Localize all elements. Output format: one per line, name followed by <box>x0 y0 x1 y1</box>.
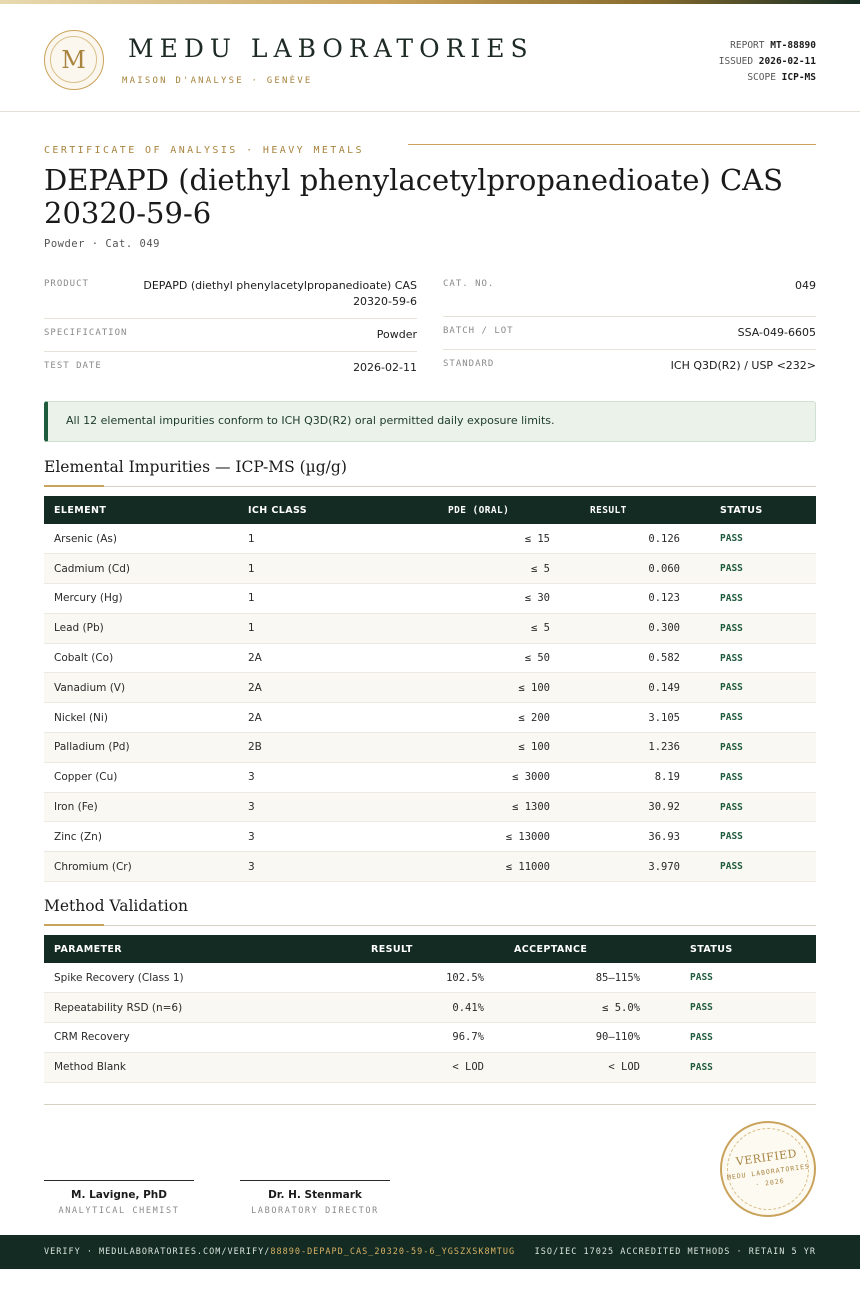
table-row <box>44 554 816 584</box>
kicker-text: CERTIFICATE OF ANALYSIS · HEAVY METALS <box>44 145 372 156</box>
pde-cell: ≤ 5 <box>348 554 560 584</box>
table-row <box>44 733 816 763</box>
signature-divider <box>44 1104 816 1105</box>
pde-cell: ≤ 1300 <box>348 792 560 822</box>
ich-class-cell: 3 <box>238 822 348 852</box>
table-row <box>44 762 816 792</box>
acceptance-cell: 85–115% <box>494 963 680 993</box>
status-badge: PASS <box>700 643 816 673</box>
pde-cell: ≤ 5 <box>348 613 560 643</box>
validation-header-row <box>44 935 816 963</box>
result-cell: < LOD <box>264 1052 494 1082</box>
result-cell: 0.149 <box>560 673 700 703</box>
pde-cell: ≤ 50 <box>348 643 560 673</box>
status-badge: PASS <box>700 613 816 643</box>
product-title: DEPAPD (diethyl phenylacetylpropanedioate) CAS 20320-59-6 <box>44 163 783 230</box>
accreditation-note: ISO/IEC 17025 ACCREDITED METHODS · RETAIN 5 YR <box>534 1247 816 1257</box>
status-badge: PASS <box>700 584 816 614</box>
info-row-catalog <box>443 270 816 317</box>
verify-line <box>44 1247 515 1257</box>
info-row-standard <box>443 350 816 382</box>
result-cell: 0.300 <box>560 613 700 643</box>
pde-cell: ≤ 13000 <box>348 822 560 852</box>
signatory-name: Dr. H. Stenmark <box>268 1189 362 1201</box>
product-info-left <box>44 270 417 384</box>
standard-label: STANDARD <box>443 359 495 369</box>
report-meta <box>719 38 816 86</box>
col-header-ich-class: ICH CLASS <box>248 504 307 516</box>
document-kicker <box>44 138 816 156</box>
lab-logo <box>44 30 104 90</box>
parameter-cell: Repeatability RSD (n=6) <box>44 993 264 1023</box>
batch-value: SSA-049-6605 <box>737 326 816 339</box>
report-number: MT-88890 <box>770 40 816 51</box>
ich-class-cell: 3 <box>238 792 348 822</box>
test-date-value: 2026-02-11 <box>353 361 417 374</box>
result-cell: 0.123 <box>560 584 700 614</box>
acceptance-cell: 90–110% <box>494 1023 680 1053</box>
brand-tagline: MAISON D'ANALYSE · GENÈVE <box>122 76 313 86</box>
scope-label: SCOPE <box>747 72 776 83</box>
table-row <box>44 524 816 554</box>
batch-label: BATCH / LOT <box>443 326 514 336</box>
element-cell: Vanadium (V) <box>44 673 238 703</box>
table-row <box>44 703 816 733</box>
pde-cell: ≤ 30 <box>348 584 560 614</box>
element-cell: Chromium (Cr) <box>44 852 238 882</box>
impurities-section-accent <box>44 485 104 487</box>
status-badge: PASS <box>700 852 816 882</box>
pde-cell: ≤ 200 <box>348 703 560 733</box>
status-badge: PASS <box>680 963 816 993</box>
result-cell: 0.582 <box>560 643 700 673</box>
element-cell: Zinc (Zn) <box>44 822 238 852</box>
table-row <box>44 643 816 673</box>
parameter-cell: Spike Recovery (Class 1) <box>44 963 264 993</box>
element-cell: Cobalt (Co) <box>44 643 238 673</box>
table-row <box>44 852 816 882</box>
signatory-role: ANALYTICAL CHEMIST <box>58 1206 180 1216</box>
col-header-val-status: STATUS <box>690 943 733 955</box>
status-badge: PASS <box>680 1052 816 1082</box>
table-row <box>44 1052 816 1082</box>
element-cell: Nickel (Ni) <box>44 703 238 733</box>
product-value: DEPAPD (diethyl phenylacetylpropanedioate) CAS 20320-59-6 <box>143 279 417 308</box>
table-row <box>44 673 816 703</box>
element-cell: Lead (Pb) <box>44 613 238 643</box>
result-cell: 0.41% <box>264 993 494 1023</box>
status-badge: PASS <box>700 822 816 852</box>
element-cell: Iron (Fe) <box>44 792 238 822</box>
col-header-parameter: PARAMETER <box>54 943 122 955</box>
pde-cell: ≤ 100 <box>348 673 560 703</box>
pde-cell: ≤ 100 <box>348 733 560 763</box>
test-date-label: TEST DATE <box>44 361 102 371</box>
result-cell: 36.93 <box>560 822 700 852</box>
element-cell: Copper (Cu) <box>44 762 238 792</box>
catalog-value: 049 <box>795 279 816 292</box>
ich-class-cell: 2A <box>238 673 348 703</box>
signature-block-chemist <box>44 1180 194 1216</box>
page-footer <box>0 1235 860 1269</box>
info-row-batch <box>443 317 816 350</box>
table-row <box>44 1023 816 1053</box>
validation-section-title: Method Validation <box>44 897 189 915</box>
element-cell: Cadmium (Cd) <box>44 554 238 584</box>
validation-section-rule <box>44 925 816 926</box>
status-badge: PASS <box>700 792 816 822</box>
ich-class-cell: 1 <box>238 584 348 614</box>
pde-cell: ≤ 3000 <box>348 762 560 792</box>
table-row <box>44 963 816 993</box>
signature-line <box>44 1180 194 1181</box>
product-label: PRODUCT <box>44 279 89 289</box>
parameter-cell: Method Blank <box>44 1052 264 1082</box>
conformance-notice: All 12 elemental impurities conform to ICH Q3D(R2) oral permitted daily exposure limits. <box>44 401 816 442</box>
acceptance-cell: < LOD <box>494 1052 680 1082</box>
status-badge: PASS <box>700 554 816 584</box>
specification-label: SPECIFICATION <box>44 328 128 338</box>
table-row <box>44 584 816 614</box>
scope-value: ICP-MS <box>781 72 816 83</box>
product-info-right <box>443 270 816 382</box>
element-cell: Palladium (Pd) <box>44 733 238 763</box>
info-row-test-date <box>44 352 417 384</box>
ich-class-cell: 1 <box>238 524 348 554</box>
product-subtitle: Powder · Cat. 049 <box>44 238 160 250</box>
signature-block-director <box>240 1180 390 1216</box>
ich-class-cell: 2B <box>238 733 348 763</box>
status-badge: PASS <box>700 733 816 763</box>
acceptance-cell: ≤ 5.0% <box>494 993 680 1023</box>
col-header-acceptance: ACCEPTANCE <box>514 943 588 955</box>
ich-class-cell: 3 <box>238 852 348 882</box>
report-label: REPORT <box>730 40 765 51</box>
status-badge: PASS <box>680 1023 816 1053</box>
logo-monogram: M <box>50 36 97 83</box>
verified-seal <box>714 1115 822 1223</box>
result-cell: 0.060 <box>560 554 700 584</box>
issued-date: 2026-02-11 <box>758 56 816 67</box>
table-row <box>44 822 816 852</box>
result-cell: 102.5% <box>264 963 494 993</box>
signature-line <box>240 1180 390 1181</box>
impurities-table <box>44 496 816 882</box>
signatory-role: LABORATORY DIRECTOR <box>251 1206 379 1216</box>
result-cell: 8.19 <box>560 762 700 792</box>
status-badge: PASS <box>680 993 816 1023</box>
verify-prefix: VERIFY · MEDULABORATORIES.COM/VERIFY/ <box>44 1247 271 1257</box>
pde-cell: ≤ 11000 <box>348 852 560 882</box>
standard-value: ICH Q3D(R2) / USP <232> <box>670 359 816 372</box>
ich-class-cell: 2A <box>238 703 348 733</box>
col-header-status: STATUS <box>720 504 763 516</box>
impurities-header-row <box>44 496 816 524</box>
result-cell: 0.126 <box>560 524 700 554</box>
ich-class-cell: 2A <box>238 643 348 673</box>
col-header-result: RESULT <box>590 504 627 516</box>
table-row <box>44 613 816 643</box>
impurities-section-title: Elemental Impurities — ICP-MS (µg/g) <box>44 458 347 476</box>
info-row-product <box>44 270 417 319</box>
table-row <box>44 792 816 822</box>
verify-link[interactable]: 88890-DEPAPD_CAS_20320-59-6_YGSZXSK8MTUG <box>270 1247 516 1257</box>
page-header <box>0 4 860 112</box>
result-cell: 3.970 <box>560 852 700 882</box>
status-badge: PASS <box>700 524 816 554</box>
seal-main-text: VERIFIED <box>735 1146 798 1169</box>
col-header-val-result: RESULT <box>371 943 413 955</box>
signatory-name: M. Lavigne, PhD <box>71 1189 167 1201</box>
result-cell: 3.105 <box>560 703 700 733</box>
parameter-cell: CRM Recovery <box>44 1023 264 1053</box>
validation-section-accent <box>44 924 104 926</box>
impurities-section-rule <box>44 486 816 487</box>
result-cell: 96.7% <box>264 1023 494 1053</box>
catalog-label: CAT. NO. <box>443 279 495 289</box>
pde-cell: ≤ 15 <box>348 524 560 554</box>
status-badge: PASS <box>700 673 816 703</box>
result-cell: 30.92 <box>560 792 700 822</box>
element-cell: Arsenic (As) <box>44 524 238 554</box>
validation-table <box>44 935 816 1083</box>
table-row <box>44 993 816 1023</box>
ich-class-cell: 1 <box>238 613 348 643</box>
ich-class-cell: 1 <box>238 554 348 584</box>
issued-label: ISSUED <box>718 56 754 67</box>
kicker-rule <box>408 144 816 145</box>
col-header-pde: PDE (ORAL) <box>448 504 510 516</box>
status-badge: PASS <box>700 762 816 792</box>
col-header-element: ELEMENT <box>54 504 107 516</box>
specification-value: Powder <box>376 328 417 341</box>
element-cell: Mercury (Hg) <box>44 584 238 614</box>
info-row-specification <box>44 319 417 352</box>
brand-name: MEDU LABORATORIES <box>128 34 534 63</box>
status-badge: PASS <box>700 703 816 733</box>
seal-sub-text: MEDU LABORATORIES · 2026 <box>726 1162 811 1189</box>
result-cell: 1.236 <box>560 733 700 763</box>
ich-class-cell: 3 <box>238 762 348 792</box>
